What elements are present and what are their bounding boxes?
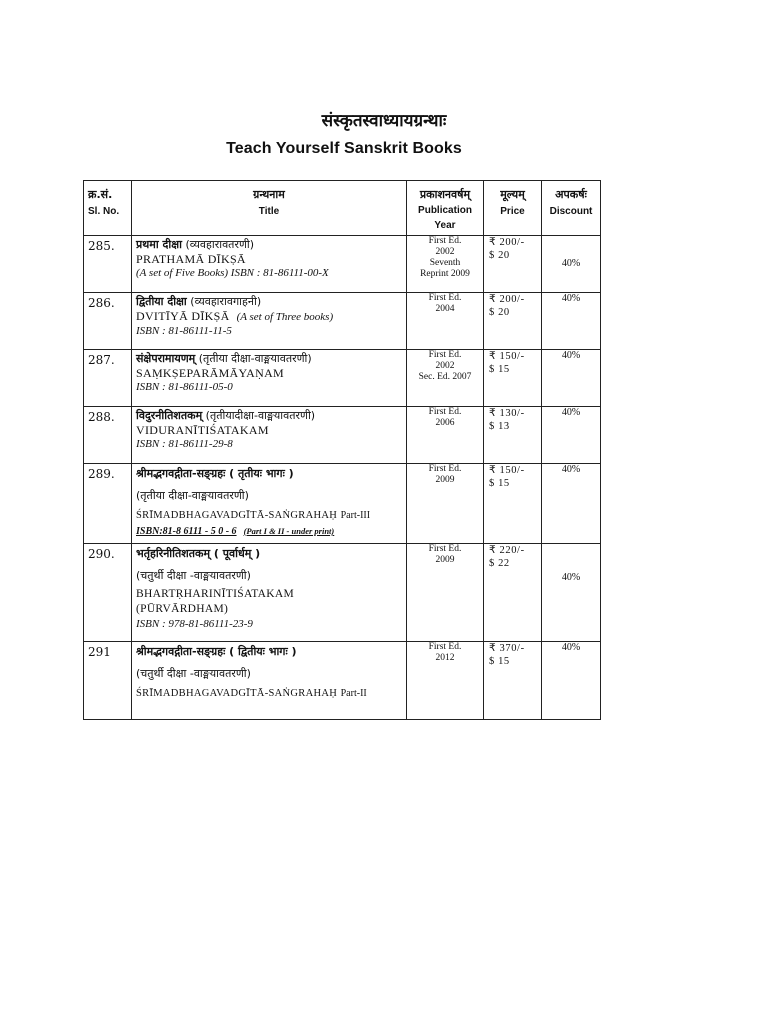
col-header-discount-skt: अपकर्षः bbox=[555, 188, 587, 201]
col-header-title-label: Title bbox=[258, 206, 280, 217]
row-discount: 40% bbox=[542, 350, 601, 407]
row-price bbox=[484, 407, 542, 464]
row-year bbox=[407, 407, 484, 464]
year-line: 2002 bbox=[435, 247, 455, 257]
title-sanskrit: द्वितीया दीक्षा bbox=[136, 295, 187, 308]
row-year bbox=[407, 293, 484, 350]
table-row bbox=[84, 407, 601, 464]
year-line: Reprint 2009 bbox=[420, 269, 470, 279]
col-header-price-skt: मूल्यम् bbox=[500, 188, 525, 201]
col-header-discount-label: Discount bbox=[549, 206, 593, 217]
row-year bbox=[407, 464, 484, 544]
row-discount: 40% bbox=[542, 293, 601, 350]
year-line: First Ed. bbox=[428, 350, 462, 360]
title-sub: (व्यवहारावगाहनी) bbox=[186, 295, 262, 308]
table-row bbox=[84, 350, 601, 407]
table-header-row bbox=[84, 181, 601, 236]
title-sanskrit: विदुरनीतिशतकम् bbox=[136, 409, 203, 422]
year-line: Sec. Ed. 2007 bbox=[418, 372, 472, 382]
year-line: 2002 bbox=[435, 361, 455, 371]
year-line: First Ed. bbox=[428, 293, 462, 303]
price-inr: ₹ 370/- bbox=[489, 643, 525, 654]
year-line: 2004 bbox=[435, 304, 455, 314]
year-line: 2012 bbox=[435, 653, 455, 663]
row-title bbox=[132, 236, 407, 293]
row-price bbox=[484, 544, 542, 642]
title-isbn: ISBN : 81-86111-29-8 bbox=[136, 438, 233, 450]
price-usd: $ 13 bbox=[489, 421, 510, 432]
row-number: 286. bbox=[84, 293, 132, 350]
row-number: 291 bbox=[84, 642, 132, 720]
title-isbn: ISBN:81-8 6111 - 5 0 - 6 bbox=[136, 526, 237, 537]
table-row bbox=[84, 544, 601, 642]
row-title bbox=[132, 407, 407, 464]
price-inr: ₹ 130/- bbox=[489, 408, 525, 419]
col-header-slno bbox=[84, 181, 132, 236]
title-roman: PRATHAMĀ DĪKṢĀ bbox=[136, 252, 246, 266]
page-title-sanskrit: संस्कृतस्वाध्यायग्रन्थाः bbox=[321, 111, 447, 131]
row-price bbox=[484, 464, 542, 544]
col-header-year-skt: प्रकाशनवर्षम् bbox=[419, 188, 471, 201]
row-title bbox=[132, 350, 407, 407]
row-number: 285. bbox=[84, 236, 132, 293]
row-number: 287. bbox=[84, 350, 132, 407]
col-header-slno-label: Sl. No. bbox=[88, 206, 120, 217]
year-line: First Ed. bbox=[428, 642, 462, 652]
title-sub: (चतुर्थी दीक्षा -वाङ्मयावतरणी) bbox=[136, 569, 251, 582]
table-row bbox=[84, 642, 601, 720]
row-discount: 40% bbox=[542, 544, 601, 642]
year-line: Seventh bbox=[429, 258, 461, 268]
row-number: 288. bbox=[84, 407, 132, 464]
title-roman: ŚRĪMADBHAGAVADGĪTĀ-SAṄGRAHAḤ bbox=[136, 510, 338, 521]
row-title bbox=[132, 293, 407, 350]
row-title bbox=[132, 544, 407, 642]
row-year bbox=[407, 236, 484, 293]
col-header-title-skt: ग्रन्थनाम bbox=[253, 188, 285, 201]
year-line: First Ed. bbox=[428, 464, 462, 474]
price-usd: $ 22 bbox=[489, 558, 510, 569]
year-line: 2009 bbox=[435, 475, 455, 485]
row-year bbox=[407, 642, 484, 720]
row-price bbox=[484, 236, 542, 293]
title-roman: ŚRĪMADBHAGAVADGĪTĀ-SAṄGRAHAḤ bbox=[136, 688, 338, 699]
col-header-title bbox=[132, 181, 407, 236]
title-sub: (चतुर्थी दीक्षा -वाङ्मयावतरणी) bbox=[136, 667, 251, 680]
books-table bbox=[83, 180, 601, 720]
title-isbn: ISBN : 978-81-86111-23-9 bbox=[136, 618, 253, 630]
table-row bbox=[84, 464, 601, 544]
col-header-price bbox=[484, 181, 542, 236]
page-title: Teach Yourself Sanskrit Books bbox=[226, 140, 462, 157]
title-roman: VIDURANĪTIŚATAKAM bbox=[136, 423, 269, 437]
row-year bbox=[407, 350, 484, 407]
title-sub: (तृतीयादीक्षा-वाङ्मयावतरणी) bbox=[202, 409, 316, 422]
row-year bbox=[407, 544, 484, 642]
title-roman: SAṂKṢEPARĀMĀYAṆAM bbox=[136, 366, 285, 380]
year-line: 2009 bbox=[435, 555, 455, 565]
row-price bbox=[484, 293, 542, 350]
price-usd: $ 20 bbox=[489, 307, 510, 318]
price-usd: $ 20 bbox=[489, 250, 510, 261]
table-row bbox=[84, 293, 601, 350]
price-inr: ₹ 200/- bbox=[489, 237, 525, 248]
title-sanskrit: संक्षेपरामायणम् bbox=[136, 352, 196, 365]
title-sub: (व्यवहारावतरणी) bbox=[181, 238, 255, 251]
price-usd: $ 15 bbox=[489, 364, 510, 375]
title-part: Part-II bbox=[340, 688, 367, 699]
row-discount: 40% bbox=[542, 236, 601, 293]
year-line: First Ed. bbox=[428, 544, 462, 554]
title-print-note: (Part I & II - under print) bbox=[243, 526, 335, 536]
col-header-year bbox=[407, 181, 484, 236]
col-header-slno-skt: क्र.सं. bbox=[88, 188, 113, 201]
title-isbn: (A set of Five Books) ISBN : 81-86111-00-X bbox=[136, 267, 329, 279]
table-row bbox=[84, 236, 601, 293]
title-isbn: ISBN : 81-86111-05-0 bbox=[136, 381, 233, 393]
title-roman: DVITĪYĀ DĪKṢĀ bbox=[136, 309, 230, 323]
title-sanskrit: भर्तृहरिनीतिशतकम् ( पूर्वार्धम् ) bbox=[136, 547, 261, 560]
title-isbn: ISBN : 81-86111-11-5 bbox=[136, 325, 232, 337]
row-discount: 40% bbox=[542, 464, 601, 544]
row-price bbox=[484, 642, 542, 720]
row-price bbox=[484, 350, 542, 407]
year-line: First Ed. bbox=[428, 407, 462, 417]
title-roman-part: (PŪRVĀRDHAM) bbox=[136, 603, 229, 615]
title-set-note: (A set of Three books) bbox=[236, 311, 334, 323]
row-discount: 40% bbox=[542, 407, 601, 464]
price-inr: ₹ 150/- bbox=[489, 465, 525, 476]
row-title bbox=[132, 642, 407, 720]
col-header-discount bbox=[542, 181, 601, 236]
col-header-price-label: Price bbox=[500, 206, 525, 217]
title-sub: (तृतीया दीक्षा-वाङ्मयावतरणी) bbox=[195, 352, 312, 365]
row-number: 290. bbox=[84, 544, 132, 642]
row-discount: 40% bbox=[542, 642, 601, 720]
price-usd: $ 15 bbox=[489, 656, 510, 667]
title-sanskrit: श्रीमद्भगवद्गीता-सङ्ग्रहः ( तृतीयः भागः ) bbox=[136, 467, 294, 480]
price-inr: ₹ 220/- bbox=[489, 545, 525, 556]
year-line: 2006 bbox=[435, 418, 455, 428]
price-usd: $ 15 bbox=[489, 478, 510, 489]
title-sanskrit: प्रथमा दीक्षा bbox=[136, 238, 182, 251]
title-roman: BHARTṚHARINĪTIŚATAKAM bbox=[136, 588, 295, 600]
price-inr: ₹ 150/- bbox=[489, 351, 525, 362]
title-sub: (तृतीया दीक्षा-वाङ्मयावतरणी) bbox=[136, 489, 249, 502]
price-inr: ₹ 200/- bbox=[489, 294, 525, 305]
title-sanskrit: श्रीमद्भगवद्गीता-सङ्ग्रहः ( द्वितीयः भागः ) bbox=[136, 645, 297, 658]
row-title bbox=[132, 464, 407, 544]
year-line: First Ed. bbox=[428, 236, 462, 246]
row-number: 289. bbox=[84, 464, 132, 544]
col-header-year-label: Publication Year bbox=[418, 205, 472, 231]
title-part: Part-III bbox=[340, 510, 371, 521]
